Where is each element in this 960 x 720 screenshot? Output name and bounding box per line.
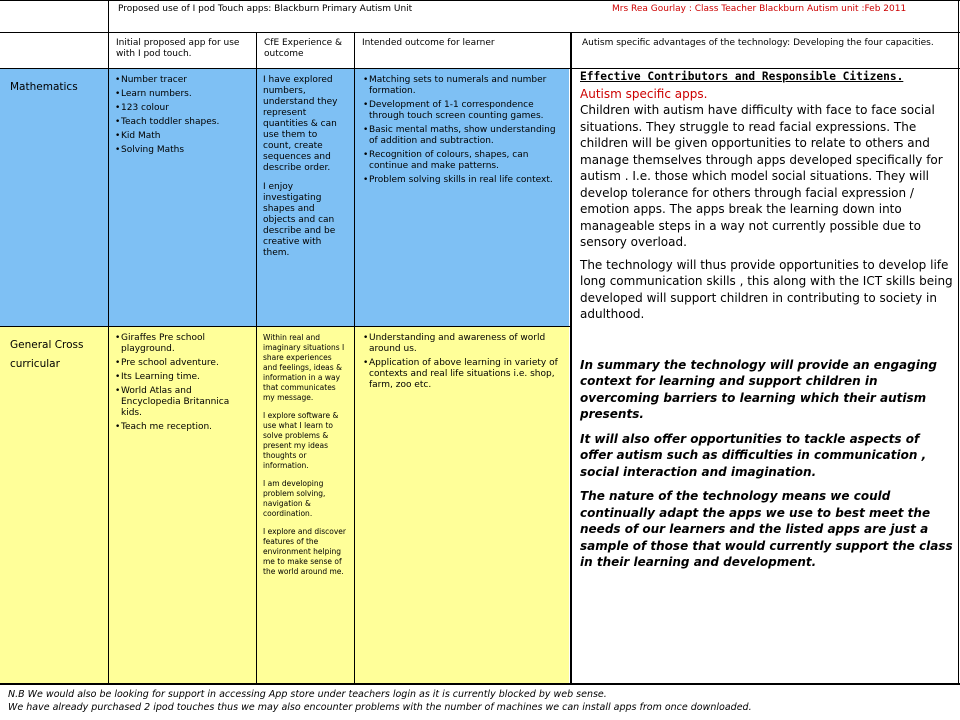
col-header-app: Initial proposed app for use with I pod touch. xyxy=(116,38,240,59)
general-apps-cell xyxy=(109,327,256,683)
list-item: • Understanding and awareness of world around us. xyxy=(363,333,561,355)
general-subject-cell xyxy=(0,327,108,683)
col-header-cfe: CfE Experience & outcome xyxy=(264,38,343,59)
list-item: • Matching sets to numerals and number formation. xyxy=(363,75,561,97)
general-apps-list xyxy=(115,333,250,433)
advantages-summary xyxy=(580,357,954,571)
list-item: • Application of above learning in variety of contexts and real life situations i.e. shop, farm, zoo etc. xyxy=(363,358,561,391)
list-item: • World Atlas and Encyclopedia Britannica kids. xyxy=(115,386,250,419)
summary-para3: The nature of the technology means we could continually adapt the apps we use to best meet the needs of our learners and the listed apps are just a sample of those that would currently support the class in their learning and development. xyxy=(580,489,953,569)
list-item: • Basic mental maths, show understanding of addition and subtraction. xyxy=(363,125,561,147)
list-item: • Number tracer xyxy=(115,75,250,86)
list-item: • Kid Math xyxy=(115,131,250,142)
list-item: • Development of 1-1 correspondence through touch screen counting games. xyxy=(363,100,561,122)
math-cfe-cell xyxy=(257,69,354,326)
advantages-subheading: Autism specific apps. xyxy=(580,86,708,101)
math-apps-cell xyxy=(109,69,256,326)
col-header-advantages: Autism specific advantages of the technology: Developing the four capacities. xyxy=(582,38,934,48)
header-title xyxy=(118,4,518,20)
math-cfe-2: I enjoy investigating shapes and objects and can describe and be creative with them. xyxy=(263,182,336,258)
general-subject: General Cross curricular xyxy=(10,339,84,370)
general-cfe-cell xyxy=(257,327,354,683)
list-item: • Problem solving skills in real life context. xyxy=(363,175,561,186)
list-item: • Giraffes Pre school playground. xyxy=(115,333,250,355)
general-cfe-2: I explore software & use what I learn to solve problems & present my ideas thoughts or information. xyxy=(263,411,339,470)
math-outcomes-list xyxy=(363,75,561,186)
list-item: • Teach me reception. xyxy=(115,422,250,433)
advantages-para1: Children with autism have difficulty with face to face social situations. They struggle to read facial expressions. The children will be given opportunities to relate to others and manage themselves through apps developed specifically for autism . I.e. those which model social situations. They will develop tolerance for others through facial expression / emotion apps. The apps break the learning down into manageable steps in a way not currently possible due to sensory overload. xyxy=(580,103,943,249)
general-outcomes-list xyxy=(363,333,561,391)
summary-para1: In summary the technology will provide an engaging context for learning and support children in overcoming barriers to learning which their autism presents. xyxy=(580,357,937,421)
header-author xyxy=(612,4,957,20)
math-outcome-cell xyxy=(355,69,569,326)
list-item: • Learn numbers. xyxy=(115,89,250,100)
header-title-text: Proposed use of I pod Touch apps: Blackburn Primary Autism Unit xyxy=(118,4,413,14)
general-cfe-3: I am developing problem solving, navigation & coordination. xyxy=(263,479,326,518)
footer-notes xyxy=(8,688,958,714)
summary-para2: It will also offer opportunities to tackle aspects of offer autism such as difficulties in communication , social interaction and imagination. xyxy=(580,431,927,479)
math-cfe-1: I have explored numbers, understand they represent quantities & can use them to count, create sequences and describe order. xyxy=(263,75,338,173)
advantages-heading: Effective Contributors and Responsible Citizens. xyxy=(580,70,904,83)
list-item: • Teach toddler shapes. xyxy=(115,117,250,128)
col-header-outcome: Intended outcome for learner xyxy=(362,38,495,48)
list-item: • Pre school adventure. xyxy=(115,358,250,369)
advantages-cell xyxy=(574,67,958,683)
advantages-para2: The technology will thus provide opportunities to develop life long communication skills , this along with the ICT skills being developed will support children in contributing to society in adulthood. xyxy=(580,257,953,321)
math-subject: Mathematics xyxy=(10,81,78,93)
header-author-text: Mrs Rea Gourlay : Class Teacher Blackburn Autism unit :Feb 2011 xyxy=(612,4,907,14)
list-item: • Recognition of colours, shapes, can continue and make patterns. xyxy=(363,150,561,172)
list-item: • Its Learning time. xyxy=(115,372,250,383)
list-item: • Solving Maths xyxy=(115,145,250,156)
general-cfe-4: I explore and discover features of the environment helping me to make sense of the world around me. xyxy=(263,527,346,576)
footer-line2: We have already purchased 2 ipod touches thus we may also encounter problems with the number of machines we can install apps from once downloaded. xyxy=(8,702,752,713)
list-item: • 123 colour xyxy=(115,103,250,114)
math-apps-list xyxy=(115,75,250,156)
math-subject-cell xyxy=(0,69,108,326)
footer-line1: N.B We would also be looking for support in accessing App store under teachers login as it is currently blocked by web sense. xyxy=(8,689,607,700)
general-cfe-1: Within real and imaginary situations I share experiences and feelings, ideas & information in a way that communicates my message. xyxy=(263,333,345,402)
general-outcome-cell xyxy=(355,327,569,683)
